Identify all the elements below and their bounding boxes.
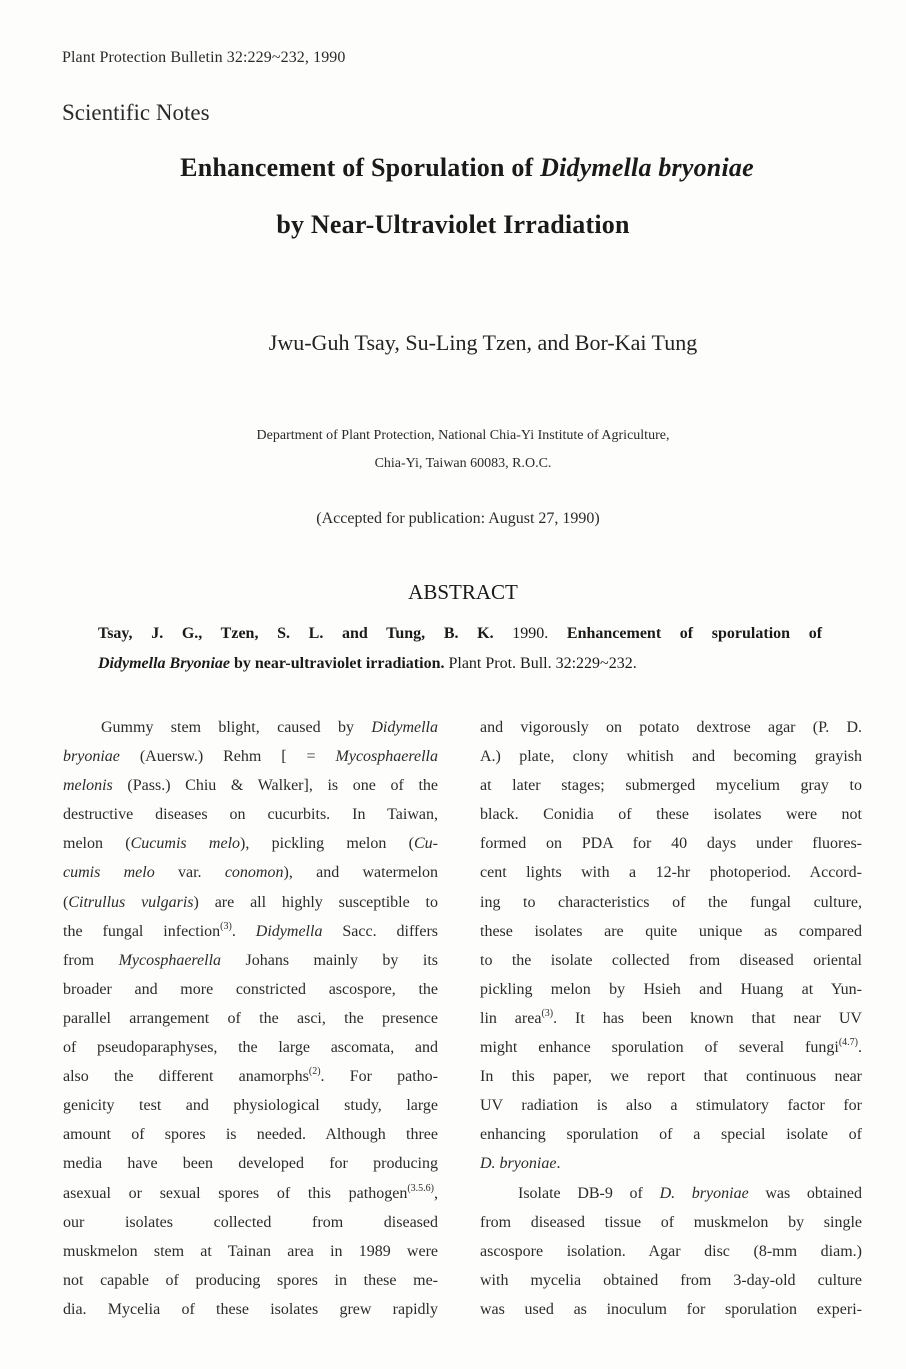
italic-term: melonis xyxy=(63,777,113,795)
text-run: . xyxy=(858,1039,862,1057)
body-text-line xyxy=(480,1149,862,1178)
citation-title: Enhancement of sporulation of xyxy=(566,625,823,642)
text-run: . For patho- xyxy=(320,1068,438,1086)
text-run: , xyxy=(434,1184,438,1202)
italic-term: Citrullus vulgaris xyxy=(68,893,194,911)
text-run: ascospore isolation. Agar disc (8-mm diam.) xyxy=(480,1242,862,1260)
citation-journal: Plant Prot. Bull. 32:229~232. xyxy=(444,655,637,672)
body-text-line xyxy=(480,858,862,887)
text-run: from diseased tissue of muskmelon by single xyxy=(480,1213,862,1231)
italic-term: Cucumis melo xyxy=(130,835,241,853)
italic-term: Didymella xyxy=(371,719,438,736)
body-text-line xyxy=(480,742,862,771)
body-text-line xyxy=(63,917,438,946)
body-text-line xyxy=(480,713,862,742)
body-text-line xyxy=(63,713,438,742)
text-run: our isolates collected from diseased xyxy=(63,1213,438,1231)
italic-term: conomon xyxy=(224,864,284,882)
body-text-line xyxy=(63,800,438,829)
body-text-line xyxy=(480,1033,862,1062)
text-run: amount of spores is needed. Although three xyxy=(63,1126,438,1144)
body-text-line xyxy=(480,800,862,829)
body-text-line xyxy=(63,946,438,975)
reference-superscript: (4.7) xyxy=(838,1037,858,1049)
body-left-column xyxy=(63,713,438,1324)
abstract-heading: ABSTRACT xyxy=(408,580,518,604)
body-text-line xyxy=(63,1062,438,1091)
body-text-line xyxy=(480,771,862,800)
text-run: enhancing sporulation of a special isolate of xyxy=(480,1126,862,1144)
text-run: Johans mainly by its xyxy=(221,951,438,969)
section-label: Scientific Notes xyxy=(62,100,210,125)
text-run: also the different anamorphs xyxy=(63,1068,309,1086)
body-text-line xyxy=(63,1091,438,1120)
body-right-column xyxy=(480,713,862,1324)
text-run: Gummy stem blight, caused by xyxy=(101,719,372,736)
affiliation-line-2: Chia-Yi, Taiwan 60083, R.O.C. xyxy=(374,456,552,471)
text-run: In this paper, we report that continuous near xyxy=(480,1068,862,1086)
body-text-line xyxy=(480,1120,862,1149)
body-text-line xyxy=(63,1295,438,1324)
text-run: these isolates are quite unique as compared xyxy=(480,922,862,940)
text-run: UV radiation is also a stimulatory factor for xyxy=(480,1097,862,1115)
body-text-line xyxy=(63,742,438,771)
body-text-line xyxy=(63,1266,438,1295)
body-text-line xyxy=(63,975,438,1004)
text-run: cent lights with a 12-hr photoperiod. Accord- xyxy=(480,864,862,882)
abstract-citation-line-2 xyxy=(98,655,822,673)
paper-title-line-1 xyxy=(14,153,906,183)
text-run: Sacc. differs xyxy=(322,922,439,940)
text-run: . It has been known that near UV xyxy=(553,1009,862,1027)
text-run: to the isolate collected from diseased oriental xyxy=(480,951,862,969)
text-run: ) are all highly susceptible to xyxy=(193,893,439,911)
text-run: A.) plate, clony whitish and becoming grayish xyxy=(480,748,862,766)
text-run: pickling melon by Hsieh and Huang at Yun- xyxy=(480,980,862,998)
body-text-line xyxy=(63,1237,438,1266)
text-run: (Auersw.) Rehm [ = xyxy=(119,748,336,766)
citation-year: 1990. xyxy=(493,625,567,642)
author-list: Jwu-Guh Tsay, Su-Ling Tzen, and Bor-Kai Tung xyxy=(268,330,698,355)
body-text-line xyxy=(480,1266,862,1295)
text-run: ( xyxy=(63,893,69,911)
body-text-line xyxy=(480,1179,862,1208)
italic-term: Didymella xyxy=(255,922,323,940)
text-run: of pseudoparaphyses, the large ascomata, and xyxy=(63,1039,438,1057)
body-text-line xyxy=(63,771,438,800)
italic-term: Mycosphaerella xyxy=(118,951,222,969)
text-run: (Pass.) Chiu & Walker], is one of the xyxy=(112,777,438,795)
text-run: not capable of producing spores in these me- xyxy=(63,1271,438,1289)
citation-title-cont: by near-ultraviolet irradiation. xyxy=(229,655,445,672)
reference-superscript: (3.5.6) xyxy=(407,1182,434,1194)
body-text-line xyxy=(63,1208,438,1237)
text-run: might enhance sporulation of several fungi xyxy=(480,1039,839,1057)
text-run: media have been developed for producing xyxy=(63,1155,438,1173)
text-run: lin area xyxy=(480,1009,542,1027)
body-text-line xyxy=(480,975,862,1004)
italic-term: cumis melo xyxy=(63,864,155,882)
italic-term: D. bryoniae xyxy=(480,1155,557,1173)
italic-term: Mycosphaerella xyxy=(335,748,438,766)
text-run: was obtained xyxy=(748,1184,862,1202)
text-run: ing to characteristics of the fungal culture, xyxy=(480,893,862,911)
text-run: parallel arrangement of the asci, the presence xyxy=(63,1009,438,1027)
body-text-line xyxy=(480,1062,862,1091)
body-text-line xyxy=(480,1295,862,1324)
body-text-line xyxy=(63,1179,438,1208)
text-run: var. xyxy=(154,864,225,882)
body-text-line xyxy=(480,946,862,975)
body-text-line xyxy=(480,917,862,946)
body-text-line xyxy=(63,1120,438,1149)
reference-superscript: (3) xyxy=(220,920,232,932)
body-text-line xyxy=(63,1149,438,1178)
body-text-line xyxy=(63,888,438,917)
affiliation-line-1: Department of Plant Protection, National Chia-Yi Institute of Agriculture, xyxy=(256,428,670,443)
body-text-line xyxy=(480,829,862,858)
body-text-line xyxy=(480,1237,862,1266)
italic-term: bryoniae xyxy=(63,748,120,766)
body-text-line xyxy=(63,858,438,887)
text-run: with mycelia obtained from 3-day-old culture xyxy=(480,1271,862,1289)
italic-term: D. bryoniae xyxy=(659,1184,749,1202)
text-run: broader and more constricted ascospore, the xyxy=(63,980,438,998)
body-text-line xyxy=(480,1004,862,1033)
body-text-line xyxy=(63,1033,438,1062)
text-run: . xyxy=(231,922,256,940)
italic-term: Cu- xyxy=(414,835,438,853)
body-text-line xyxy=(63,829,438,858)
journal-citation-header: Plant Protection Bulletin 32:229~232, 1990 xyxy=(62,49,346,66)
text-run: black. Conidia of these isolates were not xyxy=(480,806,862,824)
text-run: ), pickling melon ( xyxy=(240,835,414,853)
body-text-line xyxy=(480,1208,862,1237)
text-run: melon ( xyxy=(63,835,131,853)
text-run: asexual or sexual spores of this pathogen xyxy=(63,1184,408,1202)
text-run: was used as inoculum for sporulation experi- xyxy=(480,1300,862,1318)
body-text-line xyxy=(63,1004,438,1033)
body-text-line xyxy=(480,1091,862,1120)
text-run: and vigorously on potato dextrose agar (P. D. xyxy=(480,719,862,736)
text-run: the fungal infection xyxy=(63,922,221,940)
accepted-date: (Accepted for publication: August 27, 1990) xyxy=(316,510,600,527)
text-run: muskmelon stem at Tainan area in 1989 were xyxy=(63,1242,438,1260)
citation-authors: Tsay, J. G., Tzen, S. L. and Tung, B. K. xyxy=(98,625,494,642)
text-run: from xyxy=(63,951,119,969)
text-run: ), and watermelon xyxy=(283,864,438,882)
text-run: genicity test and physiological study, large xyxy=(63,1097,438,1115)
abstract-citation-line-1 xyxy=(98,625,822,643)
text-run: dia. Mycelia of these isolates grew rapidly xyxy=(63,1300,438,1318)
citation-species: Didymella Bryoniae xyxy=(98,655,230,672)
title-species: Didymella bryoniae xyxy=(540,153,754,182)
text-run: formed on PDA for 40 days under fluores- xyxy=(480,835,862,853)
text-run: at later stages; submerged mycelium gray to xyxy=(480,777,862,795)
body-text-line xyxy=(480,888,862,917)
text-run: . xyxy=(556,1155,561,1173)
text-run: destructive diseases on cucurbits. In Taiwan, xyxy=(63,806,438,824)
title-plain: Enhancement of Sporulation of xyxy=(180,153,541,182)
reference-superscript: (2) xyxy=(308,1066,321,1078)
paper-title-line-2: by Near-Ultraviolet Irradiation xyxy=(276,210,630,239)
text-run: Isolate DB-9 of xyxy=(518,1184,660,1202)
reference-superscript: (3) xyxy=(541,1007,554,1019)
